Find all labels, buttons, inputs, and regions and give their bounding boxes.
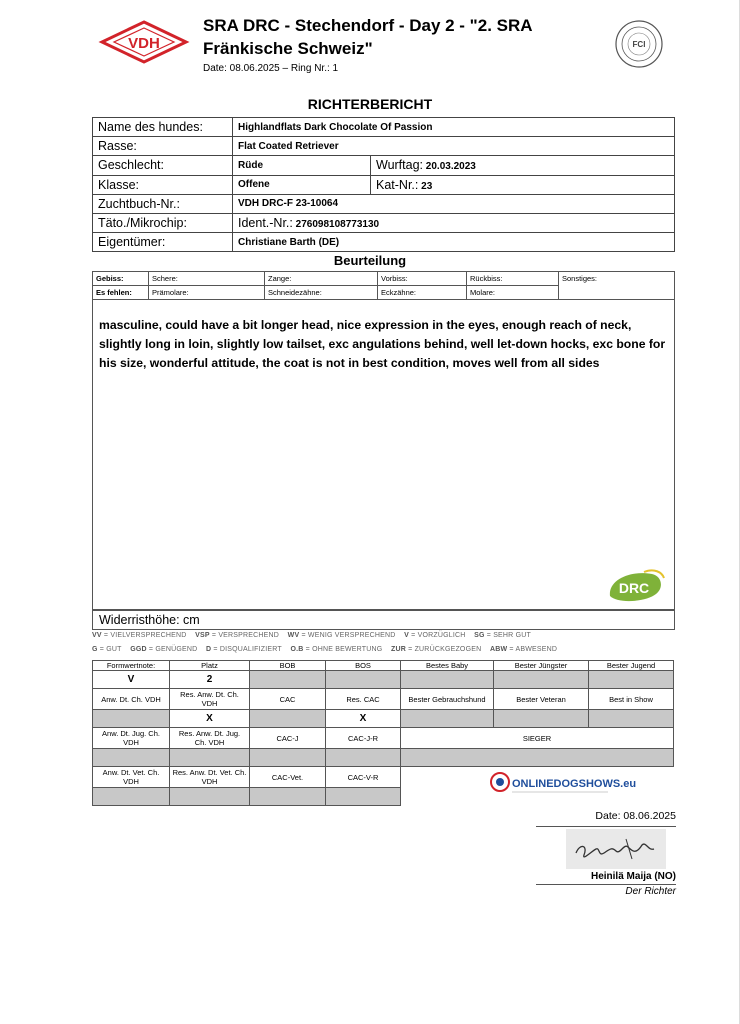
teeth-vorbiss: Vorbiss:: [378, 272, 467, 286]
teeth-table: [92, 271, 675, 300]
teeth-rueckbiss: Rückbiss:: [467, 272, 559, 286]
grade-cell-empty: [170, 749, 250, 767]
legend-text: VORZÜGLICH: [417, 632, 466, 639]
breed-label: Rasse:: [93, 137, 233, 156]
title-label: Res. CAC: [326, 689, 401, 710]
grade-header: Bestes Baby: [401, 661, 494, 671]
report-title: RICHTERBERICHT: [307, 96, 433, 112]
onlinedogshows-logo-text: ONLINEDOGSHOWS.eu: [512, 778, 637, 790]
grade-header: BOB: [250, 661, 326, 671]
legend-line-2: G = GUT GGD = GENÜGEND D = DISQUALIFIZIERT O.B = OHNE BEWERTUNG ZUR = ZURÜCKGEZOGEN ABW = ABWESEND: [92, 646, 558, 653]
fci-logo-text: FCI: [632, 40, 646, 49]
teeth-eckzaehne: Eckzähne:: [378, 286, 467, 300]
grade-header: Bester Jüngster: [494, 661, 589, 671]
award-mark: X: [326, 710, 401, 728]
title-label: CAC: [250, 689, 326, 710]
grade-cell-empty: [326, 671, 401, 689]
award-mark: X: [170, 710, 250, 728]
owner-label: Eigentümer:: [93, 233, 233, 252]
grade-header: Formwertnote:: [93, 661, 170, 671]
signature-line-top: [536, 826, 676, 827]
dog-breed: Flat Coated Retriever: [233, 137, 675, 156]
title-label: Res. Anw. Dt. Vet. Ch. VDH: [170, 767, 250, 788]
grade-cell-empty: [250, 671, 326, 689]
teeth-praemolare: Prämolare:: [149, 286, 265, 300]
title-label: Bester Gebrauchshund: [401, 689, 494, 710]
placement-value: 2: [170, 671, 250, 689]
drc-logo-text: DRC: [618, 580, 650, 596]
title-label: Res. Anw. Dt. Jug. Ch. VDH: [170, 728, 250, 749]
report-date: Date: 08.06.2025: [595, 810, 676, 822]
grade-cell-empty: [401, 710, 494, 728]
legend-text: SEHR GUT: [493, 632, 531, 639]
legend-text: GUT: [106, 646, 122, 653]
event-subtitle: Date: 08.06.2025 – Ring Nr.: 1: [203, 63, 339, 74]
teeth-molare: Molare:: [467, 286, 559, 300]
grade-header: BOS: [326, 661, 401, 671]
legend-abbr: O.B: [290, 646, 304, 653]
title-label: Anw. Dt. Ch. VDH: [93, 689, 170, 710]
grade-cell-empty: [401, 749, 674, 767]
legend-text: VERSPRECHEND: [218, 632, 280, 639]
dog-info-table: [92, 117, 675, 252]
grade-cell-empty: [250, 749, 326, 767]
grade-header: Bester Jugend: [589, 661, 674, 671]
info-row-chip: [93, 213, 675, 232]
title-label: Res. Anw. Dt. Ch. VDH: [170, 689, 250, 710]
judge-name: Heinilä Maija (NO): [590, 871, 676, 882]
grade-cell-empty: [589, 710, 674, 728]
judge-signature: [566, 829, 666, 869]
grade-value: V: [93, 671, 170, 689]
grade-cell-empty: [494, 710, 589, 728]
vdh-logo: [100, 20, 188, 64]
legend-abbr: G: [92, 646, 98, 653]
teeth-sonstiges: Sonstiges:: [559, 272, 675, 300]
info-row-breed: [93, 137, 675, 156]
teeth-schere: Schere:: [149, 272, 265, 286]
legend-abbr: SG: [474, 632, 485, 639]
info-row-name: [93, 118, 675, 137]
owner-name: Christiane Barth (DE): [233, 233, 675, 252]
grade-cell-empty: [326, 788, 401, 806]
dog-name: Highlandflats Dark Chocolate Of Passion: [233, 118, 675, 137]
cat-number: 23: [421, 180, 433, 192]
grade-cell-empty: [326, 749, 401, 767]
title-label: Anw. Dt. Vet. Ch. VDH: [93, 767, 170, 788]
cat-label: Kat-Nr.:: [376, 177, 419, 192]
sex-label: Geschlecht:: [93, 156, 233, 175]
legend-text: ABWESEND: [515, 646, 558, 653]
assessment-title: Beurteilung: [333, 253, 407, 268]
title-label: CAC-Vet.: [250, 767, 326, 788]
stud-label: Zuchtbuch-Nr.:: [93, 194, 233, 213]
whelp-label: Wurftag:: [376, 158, 424, 173]
legend-text: ZURÜCKGEZOGEN: [414, 646, 482, 653]
teeth-missing: Es fehlen:: [93, 286, 149, 300]
event-title: SRA DRC - Stechendorf - Day 2 - "2. SRA Fränkische Schweiz": [203, 16, 532, 58]
grade-cell-empty: [401, 671, 494, 689]
legend-abbr: WV: [287, 632, 300, 639]
teeth-schneidezaehne: Schneidezähne:: [265, 286, 378, 300]
info-row-owner: [93, 233, 675, 252]
judge-comment: masculine, could have a bit longer head, nice expression in the eyes, enough reach of neck, slightly long in loin, slightly low tailset, exc angulations behind, well let-down hocks, exc bone for his size, wonderful attitude, the coat is not in best condition, moves well from all sides: [99, 318, 666, 370]
whelp-date: 20.03.2023: [425, 161, 476, 173]
grade-cell-empty: [250, 710, 326, 728]
onlinedogshows-logo: [490, 771, 637, 795]
title-label: Bester Veteran: [494, 689, 589, 710]
drc-logo: [604, 566, 666, 604]
legend-abbr: ABW: [489, 646, 508, 653]
legend-abbr: VV: [92, 632, 102, 639]
legend-text: WENIG VERSPRECHEND: [307, 632, 396, 639]
title-label: Best in Show: [589, 689, 674, 710]
grade-cell-empty: [93, 749, 170, 767]
legend-abbr: D: [206, 646, 212, 653]
chip-label: Täto./Mikrochip:: [93, 213, 233, 232]
stud-number: VDH DRC-F 23-10064: [233, 194, 675, 213]
withers-height: Widerristhöhe: cm: [92, 610, 675, 630]
signature-line-bottom: [536, 884, 676, 885]
legend-abbr: GGD: [130, 646, 147, 653]
dog-class: Offene: [233, 175, 371, 194]
info-row-stud: [93, 194, 675, 213]
grade-cell-empty: [93, 710, 170, 728]
legend-abbr: ZUR: [391, 646, 406, 653]
vdh-logo-text: VDH: [128, 35, 160, 52]
grade-cell-empty: [93, 788, 170, 806]
legend-text: DISQUALIFIZIERT: [219, 646, 282, 653]
fci-logo: [614, 19, 664, 69]
legend-abbr: VSP: [195, 632, 210, 639]
title-label: CAC-V-R: [326, 767, 401, 788]
info-row-class: [93, 175, 675, 194]
sieger-label: SIEGER: [401, 728, 674, 749]
name-label: Name des hundes:: [93, 118, 233, 137]
class-label: Klasse:: [93, 175, 233, 194]
title-label: CAC-J: [250, 728, 326, 749]
legend-text: OHNE BEWERTUNG: [312, 646, 383, 653]
grade-header: Platz: [170, 661, 250, 671]
legend-text: GENÜGEND: [155, 646, 198, 653]
teeth-gebiss: Gebiss:: [93, 272, 149, 286]
legend-text: VIELVERSPRECHEND: [110, 632, 187, 639]
chip-number: 276098108773130: [295, 219, 380, 231]
ident-label: Ident.-Nr.:: [238, 216, 293, 231]
grade-cell-empty: [494, 671, 589, 689]
grade-cell-empty: [250, 788, 326, 806]
title-label: CAC-J-R: [326, 728, 401, 749]
grade-cell-empty: [589, 671, 674, 689]
judge-role: Der Richter: [625, 886, 676, 897]
info-row-sex: [93, 156, 675, 175]
dog-sex: Rüde: [233, 156, 371, 175]
title-label: Anw. Dt. Jug. Ch. VDH: [93, 728, 170, 749]
teeth-zange: Zange:: [265, 272, 378, 286]
legend-abbr: V: [404, 632, 410, 639]
grade-cell-empty: [170, 788, 250, 806]
legend-line-1: VV = VIELVERSPRECHEND VSP = VERSPRECHEND WV = WENIG VERSPRECHEND V = VORZÜGLICH SG = SEHR GUT: [92, 632, 531, 639]
